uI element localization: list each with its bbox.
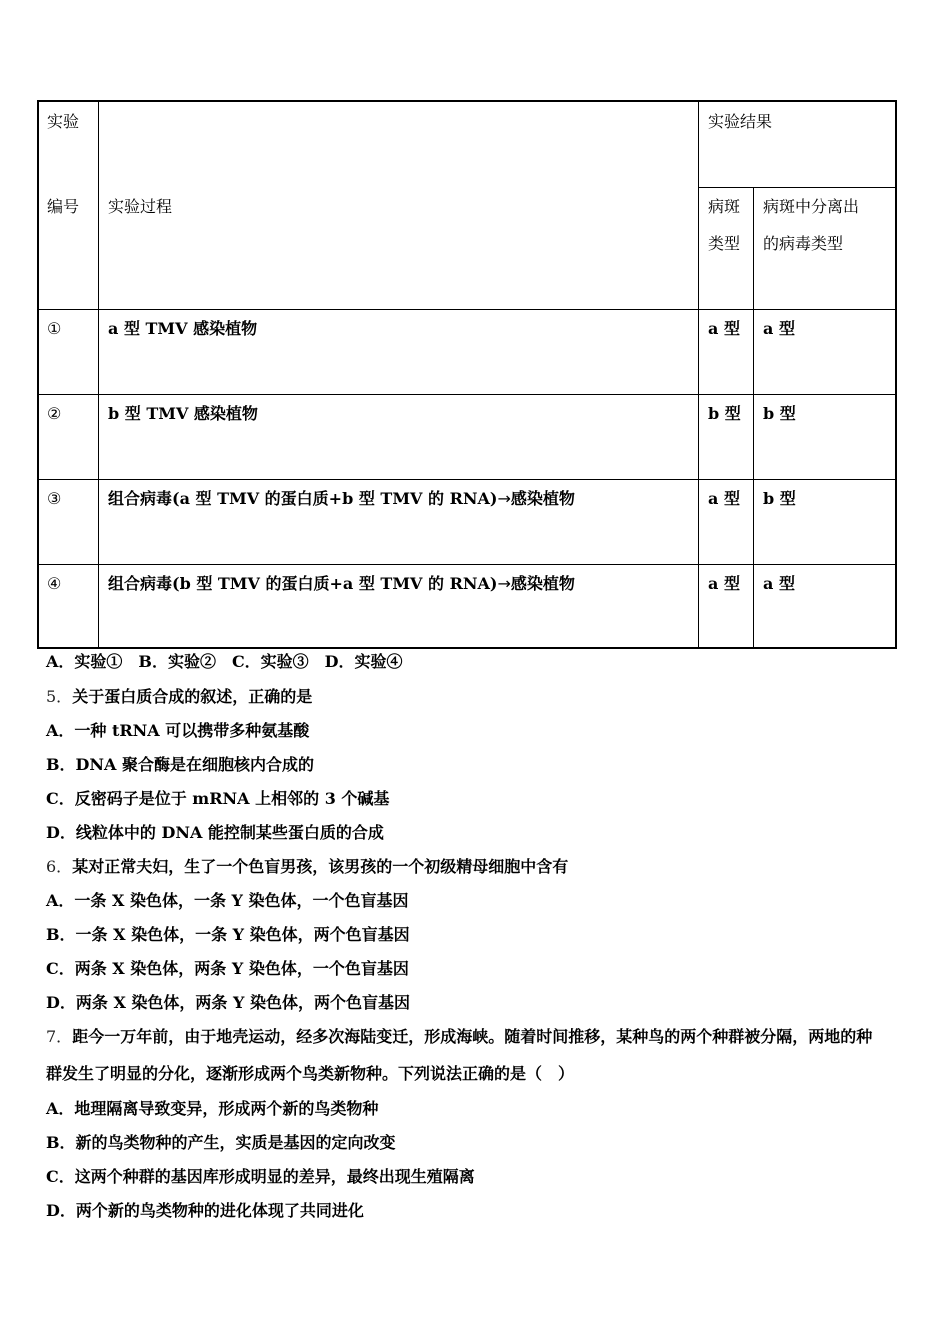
q7-option-d: D．两个新的鸟类物种的进化体现了共同进化: [46, 1201, 364, 1220]
q5-option-a: A．一种 tRNA 可以携带多种氨基酸: [46, 721, 310, 740]
header-process: 实验过程: [108, 197, 173, 216]
row-4-id: ④: [47, 574, 62, 593]
header-isolated-virus-line2: 的病毒类型: [763, 234, 844, 253]
row-2-isolated-virus: b 型: [763, 404, 796, 423]
q6-stem-text: 某对正常夫妇，生了一个色盲男孩，该男孩的一个初级精母细胞中含有: [72, 857, 569, 876]
row-2-lesion-type: b 型: [708, 404, 741, 423]
row-3-id: ③: [47, 489, 62, 508]
table-divider: [39, 394, 895, 395]
row-2-id: ②: [47, 404, 62, 423]
q5-number: 5．: [46, 687, 73, 706]
header-lesion-type-line2: 类型: [708, 234, 741, 253]
table-divider: [698, 102, 699, 647]
row-3-process: [108, 489, 575, 509]
table-divider: [39, 309, 895, 310]
experiment-table: [37, 100, 897, 649]
arrow-icon: →: [497, 489, 511, 508]
q7-option-b: B．新的鸟类物种的产生，实质是基因的定向改变: [46, 1133, 396, 1152]
q7-stem-text-2: 群发生了明显的分化，逐渐形成两个鸟类新物种。下列说法正确的是（ ）: [46, 1064, 575, 1083]
q6-number: 6．: [46, 857, 73, 876]
row-3-process-tail: 感染植物: [510, 489, 575, 508]
row-4-process-tail: 感染植物: [510, 574, 575, 593]
header-lesion-type-line1: 病斑: [708, 197, 741, 216]
row-4-lesion-type: a 型: [708, 574, 740, 593]
q5-stem: [46, 687, 312, 707]
q6-option-d: D．两条 X 染色体，两条 Y 染色体，两个色盲基因: [46, 993, 410, 1012]
q6-stem: [46, 857, 568, 877]
row-1-lesion-type: a 型: [708, 319, 740, 338]
table-divider: [39, 564, 895, 565]
row-3-process-text: 组合病毒(a 型 TMV 的蛋白质+b 型 TMV 的 RNA): [108, 489, 498, 508]
q6-option-c: C．两条 X 染色体，两条 Y 染色体，一个色盲基因: [46, 959, 409, 978]
row-1-process: a 型 TMV 感染植物: [108, 319, 258, 338]
q4-options: A．实验① B．实验② C．实验③ D．实验④: [46, 652, 403, 671]
table-divider: [98, 102, 99, 647]
q6-option-b: B．一条 X 染色体，一条 Y 染色体，两个色盲基因: [46, 925, 410, 944]
q5-option-b: B．DNA 聚合酶是在细胞核内合成的: [46, 755, 315, 774]
table-divider: [39, 479, 895, 480]
header-id-line2: 编号: [47, 197, 80, 216]
arrow-icon: →: [497, 574, 511, 593]
row-4-process: [108, 574, 575, 594]
row-1-isolated-virus: a 型: [763, 319, 795, 338]
q7-stem-line2: [46, 1064, 574, 1084]
table-divider: [698, 187, 895, 188]
q7-option-a: A．地理隔离导致变异，形成两个新的鸟类物种: [46, 1099, 379, 1118]
header-isolated-virus-line1: 病斑中分离出: [763, 197, 860, 216]
row-3-isolated-virus: b 型: [763, 489, 796, 508]
q5-option-c: C．反密码子是位于 mRNA 上相邻的 3 个碱基: [46, 789, 390, 808]
row-1-id: ①: [47, 319, 62, 338]
q6-option-a: A．一条 X 染色体，一条 Y 染色体，一个色盲基因: [46, 891, 409, 910]
q7-stem-text-1: 距今一万年前，由于地壳运动，经多次海陆变迁，形成海峡。随着时间推移，某种鸟的两个种群被分隔，两地的种: [72, 1027, 873, 1046]
q7-number: 7．: [46, 1027, 73, 1046]
q5-option-d: D．线粒体中的 DNA 能控制某些蛋白质的合成: [46, 823, 384, 842]
row-4-process-text: 组合病毒(b 型 TMV 的蛋白质+a 型 TMV 的 RNA): [108, 574, 498, 593]
row-2-process: b 型 TMV 感染植物: [108, 404, 258, 423]
header-id-line1: 实验: [47, 112, 80, 131]
row-4-isolated-virus: a 型: [763, 574, 795, 593]
q7-stem-line1: [46, 1027, 872, 1047]
header-result-group: 实验结果: [708, 112, 773, 131]
q7-option-c: C．这两个种群的基因库形成明显的差异，最终出现生殖隔离: [46, 1167, 475, 1186]
q5-stem-text: 关于蛋白质合成的叙述，正确的是: [72, 687, 313, 706]
table-divider: [753, 187, 754, 647]
row-3-lesion-type: a 型: [708, 489, 740, 508]
